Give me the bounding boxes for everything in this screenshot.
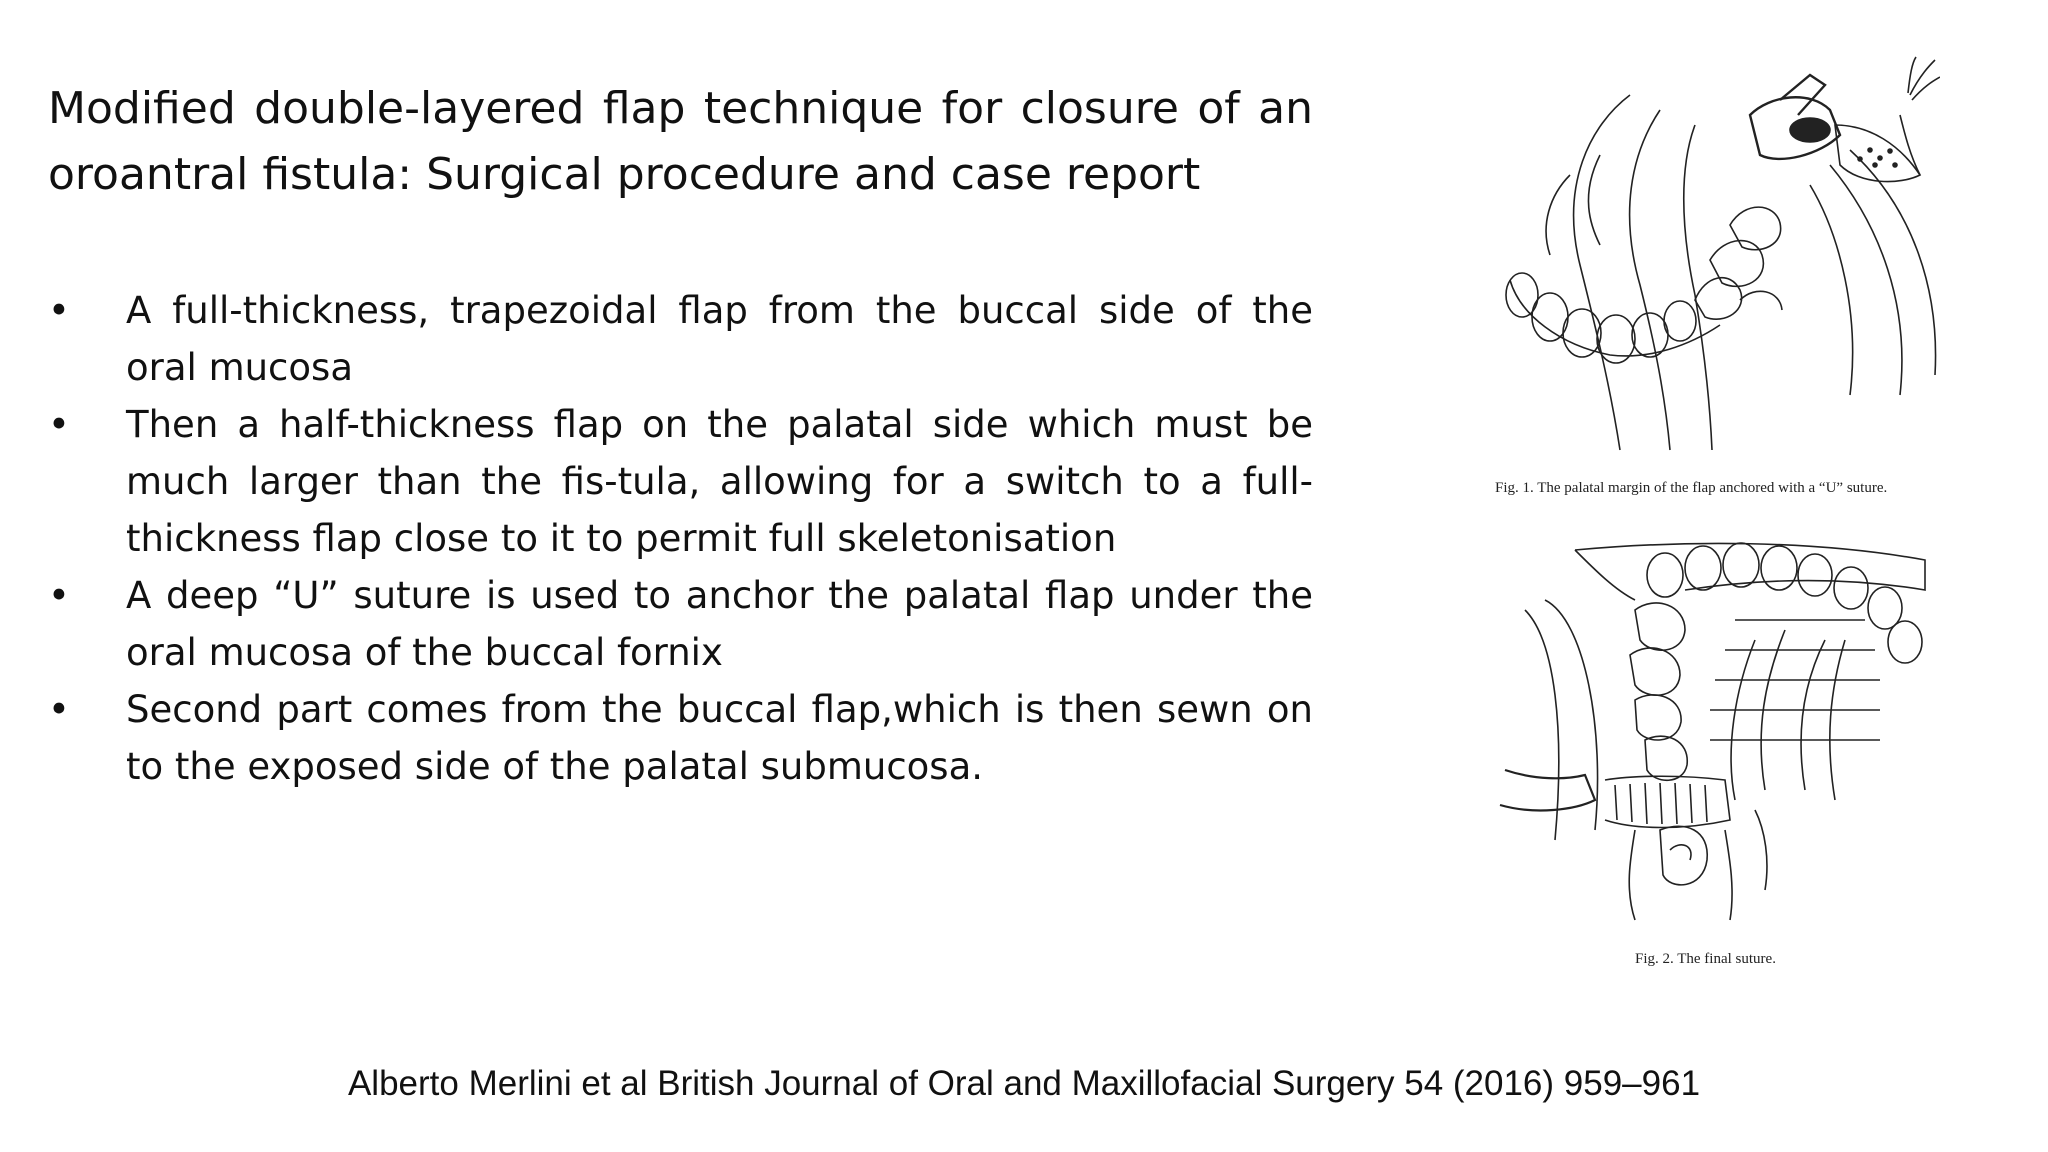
figure-2-caption: Fig. 2. The final suture.: [1635, 951, 1776, 967]
bullet-list: [48, 282, 1313, 795]
bullet-icon: •: [48, 574, 70, 617]
bullet-item: [48, 396, 1313, 567]
bullet-icon: •: [48, 688, 70, 731]
bullet-text: A full-thickness, trapezoidal flap from the buccal side of the oral mucosa: [126, 289, 1313, 389]
bullet-item: [48, 567, 1313, 681]
slide-title: Modified double-layered flap technique for closure of an oroantral fistula: Surgical procedure and case report: [48, 83, 1313, 200]
citation: Alberto Merlini et al British Journal of Oral and Maxillofacial Surgery 54 (2016) 959–961: [347, 1064, 1701, 1103]
bullet-item: [48, 282, 1313, 396]
bullet-icon: •: [48, 289, 70, 332]
figure-1-caption: Fig. 1. The palatal margin of the flap anchored with a “U” suture.: [1495, 480, 1888, 496]
bullet-text: A deep “U” suture is used to anchor the palatal flap under the oral mucosa of the buccal fornix: [126, 574, 1313, 674]
figure-2-illustration: [1485, 530, 1945, 930]
bullet-item: [48, 681, 1313, 795]
bullet-icon: •: [48, 403, 70, 446]
figure-1-illustration: [1480, 55, 1940, 455]
bullet-text: Second part comes from the buccal flap,which is then sewn on to the exposed side of the palatal submucosa.: [126, 688, 1313, 788]
bullet-text: Then a half-thickness flap on the palatal side which must be much larger than the fis-tula, allowing for a switch to a full-thickness flap close to it to permit full skeletonisation: [126, 403, 1313, 560]
